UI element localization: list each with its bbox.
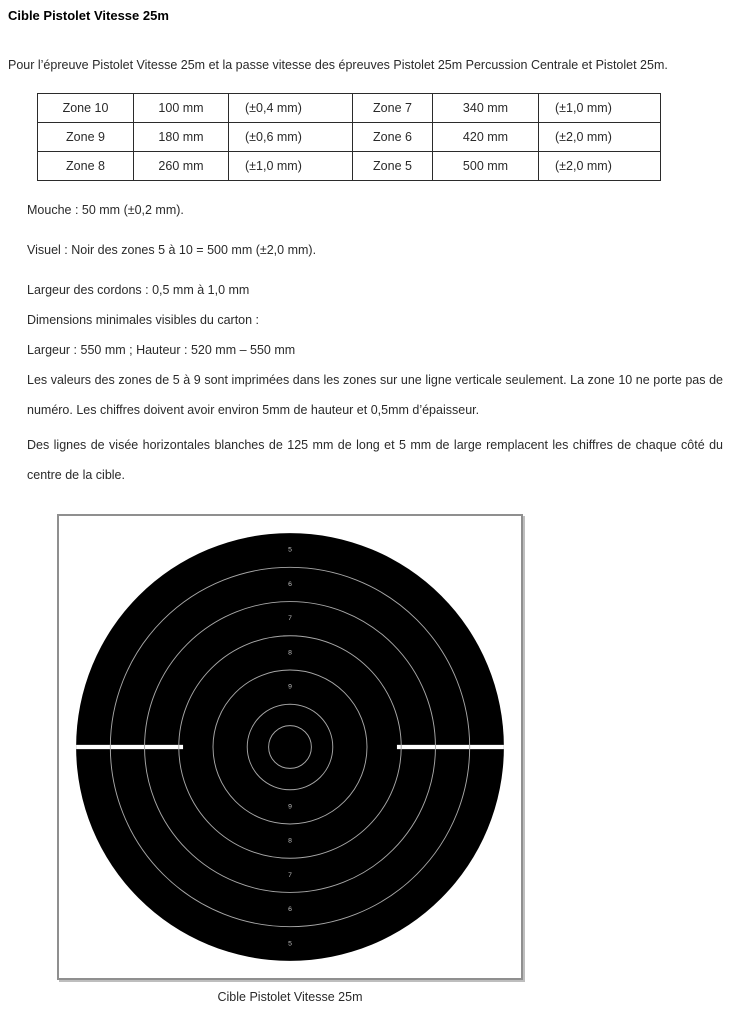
table-cell: (±2,0 mm) [539, 152, 661, 181]
target-frame [57, 514, 523, 980]
zone-number: 7 [288, 615, 292, 623]
table-cell: 180 mm [134, 123, 229, 152]
table-cell: Zone 5 [353, 152, 433, 181]
table-cell: (±1,0 mm) [539, 94, 661, 123]
zone-number: 6 [288, 580, 292, 588]
zone-number: 6 [288, 906, 292, 914]
table-cell: (±1,0 mm) [229, 152, 353, 181]
intro-paragraph: Pour l’épreuve Pistolet Vitesse 25m et la passe vitesse des épreuves Pistolet 25m Percussion Centrale et Pistolet 25m. [8, 58, 668, 72]
table-row [38, 152, 661, 181]
table-cell: (±0,4 mm) [229, 94, 353, 123]
specs-text-block [27, 195, 723, 490]
table-cell: Zone 8 [38, 152, 134, 181]
right-aiming-bar [397, 745, 504, 749]
target-image [59, 516, 521, 978]
table-cell: 500 mm [433, 152, 539, 181]
zone-number: 8 [288, 837, 292, 845]
table-cell: Zone 7 [353, 94, 433, 123]
table-cell: 100 mm [134, 94, 229, 123]
cordons-spec: Largeur des cordons : 0,5 mm à 1,0 mm [27, 283, 250, 297]
table-row [38, 94, 661, 123]
table-cell: Zone 6 [353, 123, 433, 152]
zones-dimensions-table [37, 93, 661, 181]
table-row [38, 123, 661, 152]
zone-number: 9 [288, 803, 292, 811]
table-cell: (±0,6 mm) [229, 123, 353, 152]
visuel-spec: Visuel : Noir des zones 5 à 10 = 500 mm (±2,0 mm). [27, 243, 317, 257]
zone-number: 7 [288, 871, 292, 879]
zone-number: 5 [288, 940, 292, 948]
aiming-lines-note: Des lignes de visée horizontales blanches de 125 mm de long et 5 mm de large remplacent les chiffres de chaque côté du centre de la cible. [27, 438, 723, 482]
table-cell: Zone 9 [38, 123, 134, 152]
table-cell: Zone 10 [38, 94, 134, 123]
mouche-spec: Mouche : 50 mm (±0,2 mm). [27, 203, 184, 217]
zones-table-body [38, 94, 661, 181]
table-cell: (±2,0 mm) [539, 123, 661, 152]
table-cell: 260 mm [134, 152, 229, 181]
target-caption: Cible Pistolet Vitesse 25m [217, 990, 363, 1004]
carton-dimensions: Largeur : 550 mm ; Hauteur : 520 mm – 550 mm [27, 343, 296, 357]
table-cell: 420 mm [433, 123, 539, 152]
page-title: Cible Pistolet Vitesse 25m [8, 8, 169, 23]
carton-spec-label: Dimensions minimales visibles du carton : [27, 313, 260, 327]
zone-number: 9 [288, 683, 292, 691]
zone-number: 5 [288, 546, 292, 554]
zone-values-note: Les valeurs des zones de 5 à 9 sont imprimées dans les zones sur une ligne verticale seulement. La zone 10 ne porte pas de numéro. Les chiffres doivent avoir environ 5mm de hauteur et 0,5mm d’épaisseur. [27, 373, 723, 417]
left-aiming-bar [76, 745, 183, 749]
zone-number: 8 [288, 649, 292, 657]
table-cell: 340 mm [433, 94, 539, 123]
